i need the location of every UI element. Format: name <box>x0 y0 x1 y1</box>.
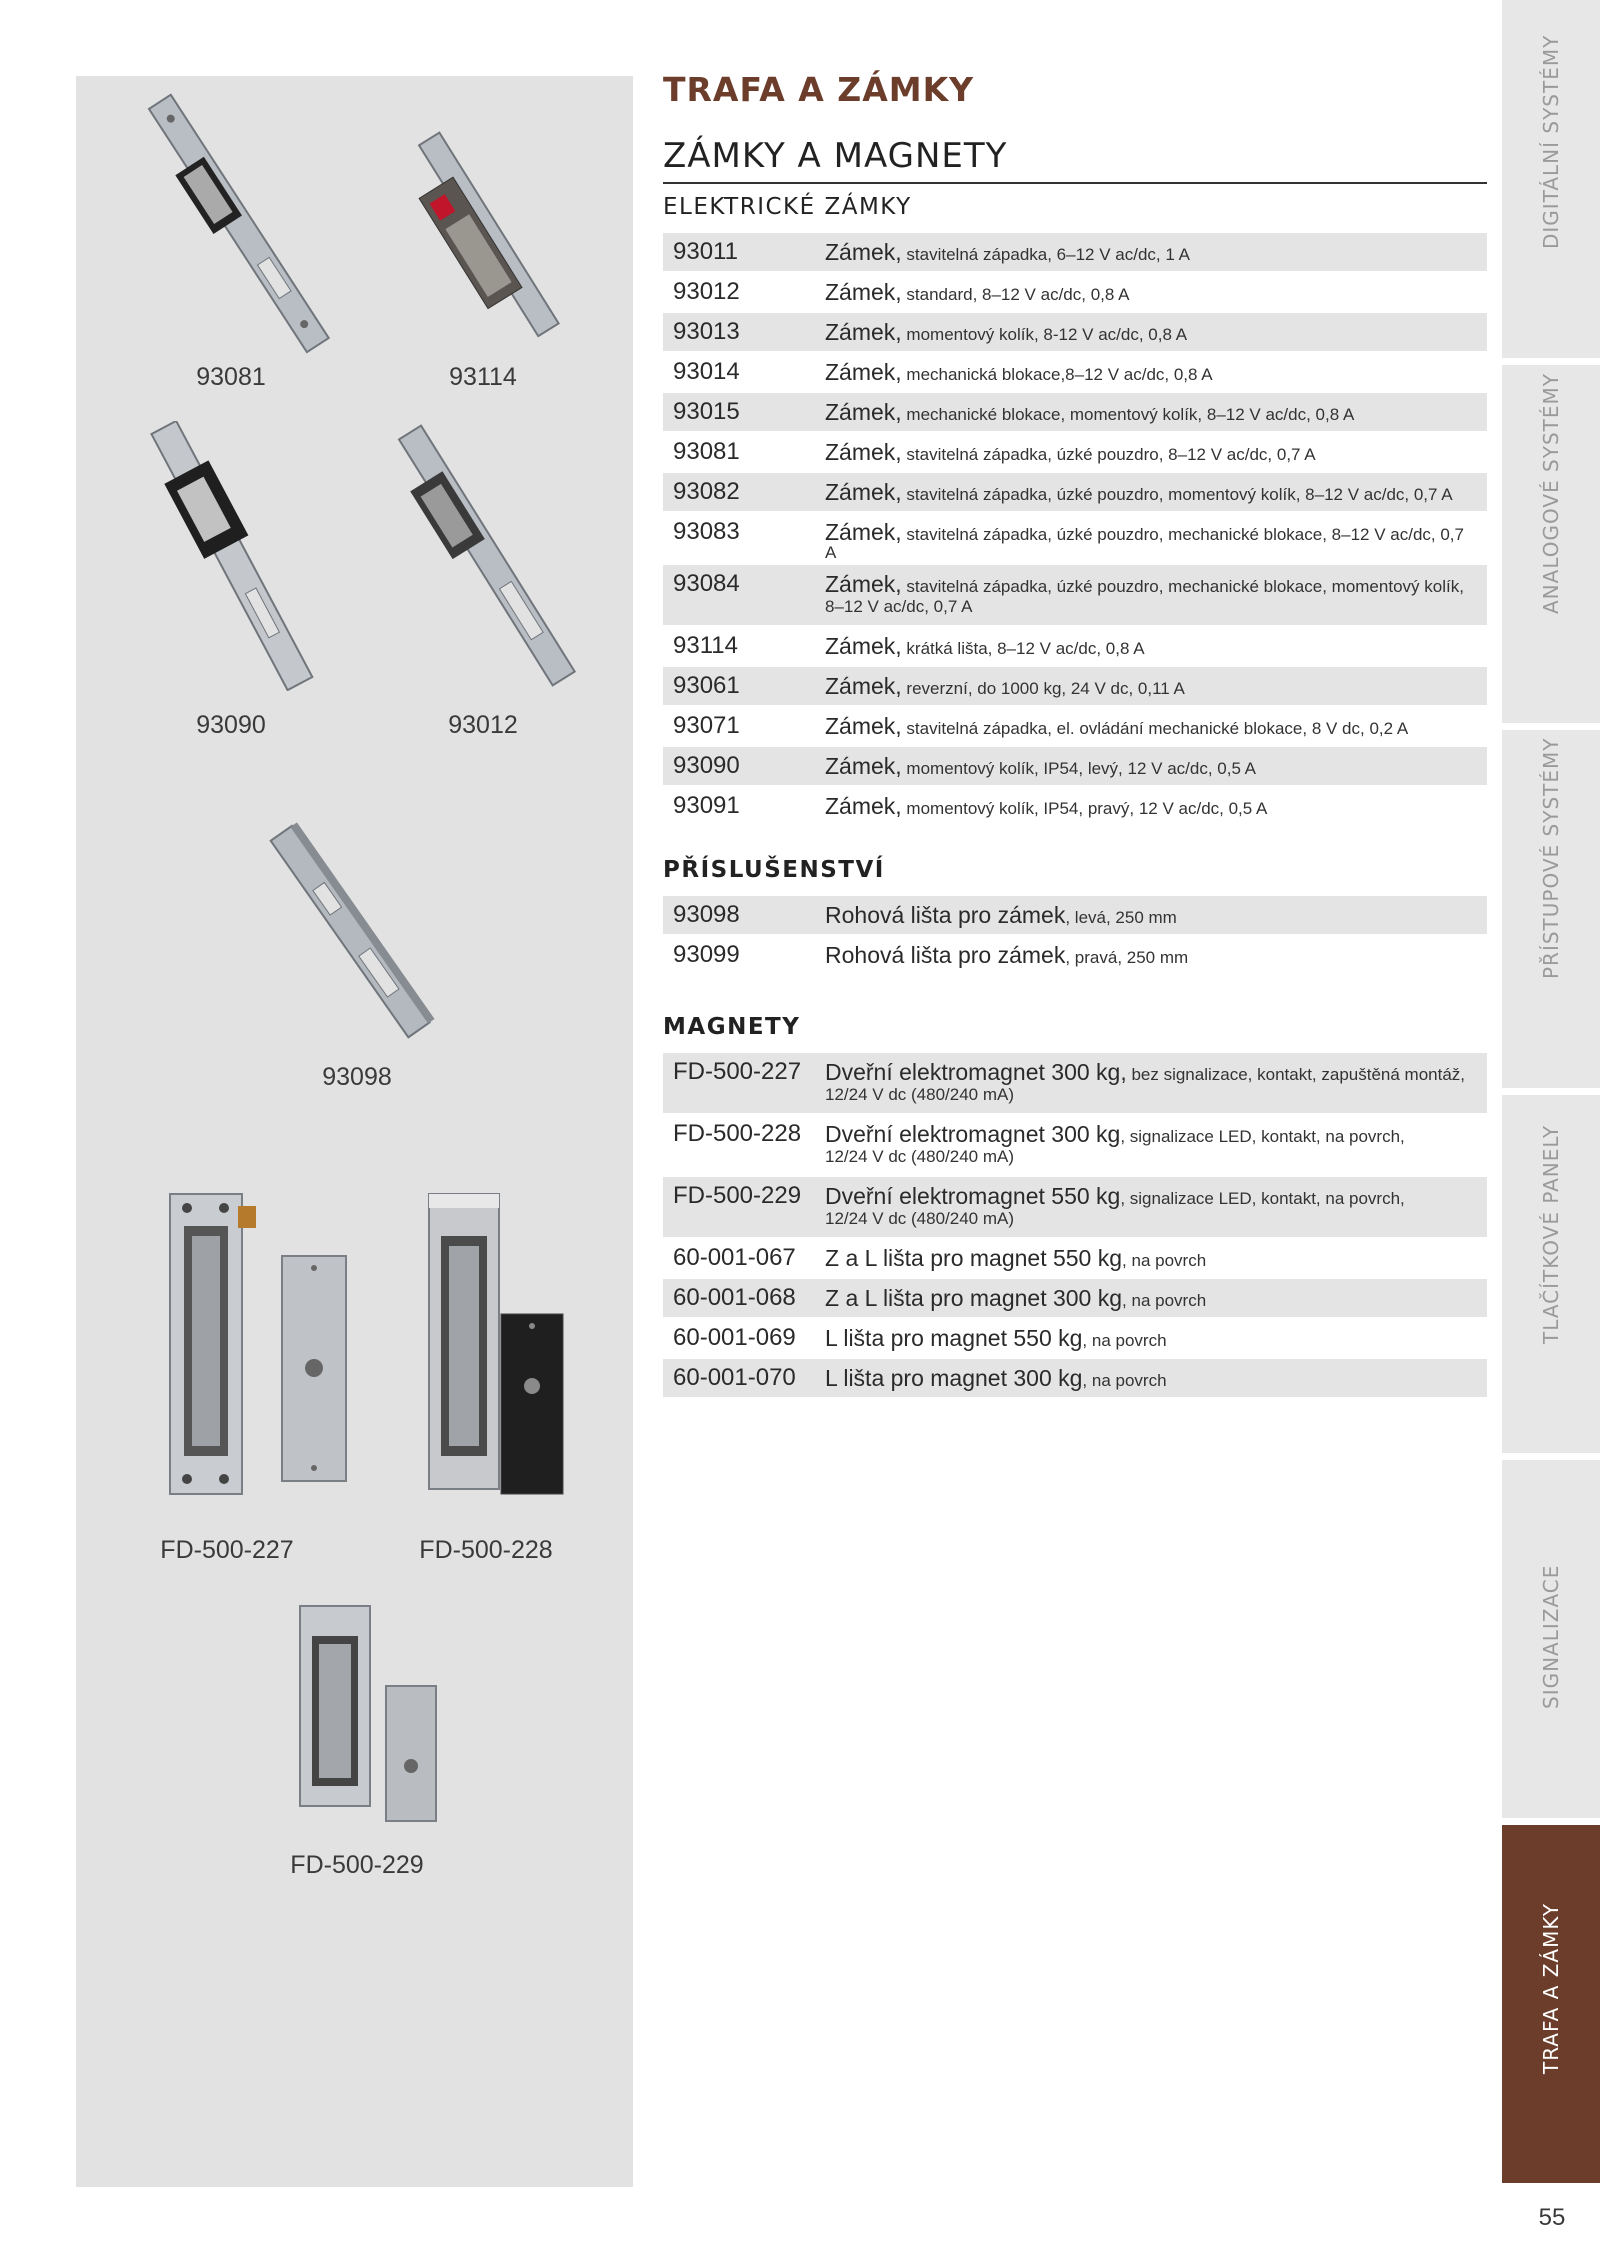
product-description <box>825 516 1477 562</box>
product-code: 93099 <box>673 941 740 968</box>
table-row <box>663 1177 1487 1237</box>
table-row <box>663 747 1487 785</box>
product-code: 60-001-068 <box>673 1284 796 1311</box>
product-description <box>825 790 1477 818</box>
product-spec: krátká lišta, 8–12 V ac/dc, 0,8 A <box>901 639 1145 658</box>
table-row <box>663 707 1487 745</box>
product-description <box>825 1242 1477 1270</box>
product-description <box>825 1362 1477 1390</box>
product-description <box>825 396 1477 424</box>
product-spec: reverzní, do 1000 kg, 24 V dc, 0,11 A <box>901 679 1185 698</box>
product-spec: , na povrch <box>1082 1371 1167 1390</box>
product-code: 93015 <box>673 398 740 425</box>
table-row <box>663 513 1487 563</box>
magnet-fd229-image <box>286 1526 486 1846</box>
product-name: Zámek, <box>825 571 902 597</box>
product-code: 93081 <box>673 438 740 465</box>
product-name: Zámek, <box>825 319 902 345</box>
product-spec: mechanická blokace,8–12 V ac/dc, 0,8 A <box>901 365 1213 384</box>
product-description <box>825 476 1477 504</box>
group-title-magnets: MAGNETY <box>663 1014 801 1040</box>
strip-93098-image <box>261 816 441 1046</box>
product-spec: stavitelná západka, úzké pouzdro, mechanické blokace, 8–12 V ac/dc, 0,7 A <box>825 525 1464 562</box>
table-row <box>663 1319 1487 1357</box>
product-name: Zámek, <box>825 239 902 265</box>
electric-locks-table <box>663 233 1487 827</box>
product-description <box>825 630 1477 658</box>
table-row <box>663 313 1487 351</box>
magnets-table <box>663 1053 1487 1399</box>
product-label: FD-500-228 <box>419 1536 553 1564</box>
product-spec-line2: 12/24 V dc (480/240 mA) <box>825 1085 1015 1104</box>
product-code: 93084 <box>673 570 740 597</box>
product-label: 93081 <box>196 363 266 391</box>
product-description <box>825 750 1477 778</box>
product-label: FD-500-227 <box>160 1536 294 1564</box>
magnet-fd227-image <box>162 1186 372 1506</box>
product-spec: , signalizace LED, kontakt, na povrch, <box>1120 1189 1405 1208</box>
product-spec: , na povrch <box>1122 1251 1207 1270</box>
table-row <box>663 473 1487 511</box>
table-row <box>663 353 1487 391</box>
product-name: Z a L lišta pro magnet 300 kg <box>825 1285 1123 1311</box>
product-name: Zámek, <box>825 713 902 739</box>
product-label: FD-500-229 <box>290 1851 424 1879</box>
product-name: Rohová lišta pro zámek <box>825 942 1066 968</box>
product-label: 93090 <box>196 711 266 739</box>
product-code: 93013 <box>673 318 740 345</box>
table-row <box>663 233 1487 271</box>
product-spec: standard, 8–12 V ac/dc, 0,8 A <box>901 285 1130 304</box>
lock-93081-image <box>138 89 338 359</box>
product-name: Zámek, <box>825 279 902 305</box>
tab-button-panels[interactable]: TLAČÍTKOVÉ PANELY <box>1502 1095 1600 1456</box>
section-title: TRAFA A ZÁMKY <box>663 70 975 109</box>
product-name: Dveřní elektromagnet 300 kg <box>825 1121 1121 1147</box>
table-row <box>663 433 1487 471</box>
product-spec: stavitelná západka, el. ovládání mechanické blokace, 8 V dc, 0,2 A <box>901 719 1409 738</box>
product-spec: bez signalizace, kontakt, zapuštěná montáž, <box>1126 1065 1466 1084</box>
table-row <box>663 667 1487 705</box>
product-spec: stavitelná západka, 6–12 V ac/dc, 1 A <box>901 245 1190 264</box>
product-code: 60-001-069 <box>673 1324 796 1351</box>
product-description <box>825 1118 1477 1165</box>
product-code: FD-500-228 <box>673 1120 802 1147</box>
product-spec: , levá, 250 mm <box>1065 908 1177 927</box>
tab-signalling[interactable]: SIGNALIZACE <box>1502 1460 1600 1821</box>
product-description <box>825 1282 1477 1310</box>
product-spec-line2: 12/24 V dc (480/240 mA) <box>825 1209 1015 1228</box>
product-spec: , pravá, 250 mm <box>1065 948 1189 967</box>
product-description <box>825 276 1477 304</box>
product-name: Zámek, <box>825 479 902 505</box>
product-description <box>825 939 1477 967</box>
table-row <box>663 1115 1487 1175</box>
product-code: 93082 <box>673 478 740 505</box>
product-name: Zámek, <box>825 633 902 659</box>
product-spec-line2: 12/24 V dc (480/240 mA) <box>825 1147 1015 1166</box>
product-code: 93091 <box>673 792 740 819</box>
product-code: 93011 <box>673 238 738 265</box>
product-spec: stavitelná západka, úzké pouzdro, momentový kolík, 8–12 V ac/dc, 0,7 A <box>901 485 1453 504</box>
product-name: Zámek, <box>825 673 902 699</box>
product-label: 93098 <box>322 1063 392 1091</box>
product-description <box>825 1322 1477 1350</box>
product-description <box>825 1056 1477 1103</box>
group-title-accessories: PŘÍSLUŠENSTVÍ <box>663 857 885 883</box>
product-spec-line2: 8–12 V ac/dc, 0,7 A <box>825 597 973 616</box>
table-row <box>663 896 1487 934</box>
product-code: 93090 <box>673 752 740 779</box>
product-code: FD-500-227 <box>673 1058 802 1085</box>
table-row <box>663 1359 1487 1397</box>
product-spec: , signalizace LED, kontakt, na povrch, <box>1120 1127 1405 1146</box>
lock-93012-image <box>386 421 586 691</box>
tab-transformers-locks[interactable]: TRAFA A ZÁMKY <box>1502 1825 1600 2186</box>
product-code: 93014 <box>673 358 740 385</box>
product-description <box>825 236 1477 264</box>
product-name: Rohová lišta pro zámek <box>825 902 1066 928</box>
table-row <box>663 936 1487 974</box>
lock-93090-image <box>136 421 326 691</box>
product-description <box>825 316 1477 344</box>
product-code: 93083 <box>673 518 740 545</box>
table-row <box>663 1239 1487 1277</box>
page-number: 55 <box>1538 2204 1566 2231</box>
product-name: Dveřní elektromagnet 550 kg <box>825 1183 1121 1209</box>
product-spec: stavitelná západka, úzké pouzdro, mechanické blokace, momentový kolík, <box>901 577 1464 596</box>
product-description <box>825 356 1477 384</box>
lock-93114-image <box>406 121 576 351</box>
product-code: 93114 <box>673 632 738 659</box>
product-name: Zámek, <box>825 519 902 545</box>
product-description <box>825 436 1477 464</box>
product-name: L lišta pro magnet 300 kg <box>825 1365 1083 1391</box>
product-spec: momentový kolík, 8-12 V ac/dc, 0,8 A <box>901 325 1188 344</box>
product-code: 93071 <box>673 712 740 739</box>
product-spec: momentový kolík, IP54, levý, 12 V ac/dc, 0,5 A <box>901 759 1257 778</box>
product-code: 60-001-070 <box>673 1364 796 1391</box>
magnet-fd228-image <box>421 1186 631 1506</box>
product-code: 93061 <box>673 672 740 699</box>
product-spec: , na povrch <box>1122 1291 1207 1310</box>
product-label: 93012 <box>448 711 518 739</box>
product-spec: , na povrch <box>1082 1331 1167 1350</box>
page-title: ZÁMKY A MAGNETY <box>663 136 1487 184</box>
product-description <box>825 899 1477 927</box>
tab-analog-systems[interactable]: ANALOGOVÉ SYSTÉMY <box>1502 365 1600 726</box>
table-row <box>663 565 1487 625</box>
product-code: 93012 <box>673 278 740 305</box>
product-name: Zámek, <box>825 439 902 465</box>
product-label: 93114 <box>449 363 517 391</box>
product-description <box>825 568 1477 615</box>
product-spec: momentový kolík, IP54, pravý, 12 V ac/dc, 0,5 A <box>901 799 1268 818</box>
section-tabs <box>1502 0 1600 2190</box>
product-name: Zámek, <box>825 359 902 385</box>
product-code: 60-001-067 <box>673 1244 796 1271</box>
product-name: Zámek, <box>825 753 902 779</box>
accessories-table <box>663 896 1487 976</box>
table-row <box>663 393 1487 431</box>
table-row <box>663 787 1487 825</box>
product-description <box>825 710 1477 738</box>
product-name: Zámek, <box>825 793 902 819</box>
product-image-panel <box>76 76 633 2187</box>
product-name: L lišta pro magnet 550 kg <box>825 1325 1083 1351</box>
product-code: FD-500-229 <box>673 1182 802 1209</box>
table-row <box>663 1279 1487 1317</box>
tab-access-systems[interactable]: PŘÍSTUPOVÉ SYSTÉMY <box>1502 730 1600 1091</box>
product-spec: stavitelná západka, úzké pouzdro, 8–12 V ac/dc, 0,7 A <box>901 445 1316 464</box>
tab-digital-systems[interactable]: DIGITÁLNÍ SYSTÉMY <box>1502 0 1600 361</box>
product-description <box>825 670 1477 698</box>
product-code: 93098 <box>673 901 740 928</box>
table-row <box>663 273 1487 311</box>
product-description <box>825 1180 1477 1227</box>
table-row <box>663 627 1487 665</box>
product-name: Dveřní elektromagnet 300 kg, <box>825 1059 1127 1085</box>
table-row <box>663 1053 1487 1113</box>
product-name: Z a L lišta pro magnet 550 kg <box>825 1245 1123 1271</box>
product-name: Zámek, <box>825 399 902 425</box>
group-title-electric-locks: ELEKTRICKÉ ZÁMKY <box>663 194 912 220</box>
product-spec: mechanické blokace, momentový kolík, 8–12 V ac/dc, 0,8 A <box>901 405 1355 424</box>
